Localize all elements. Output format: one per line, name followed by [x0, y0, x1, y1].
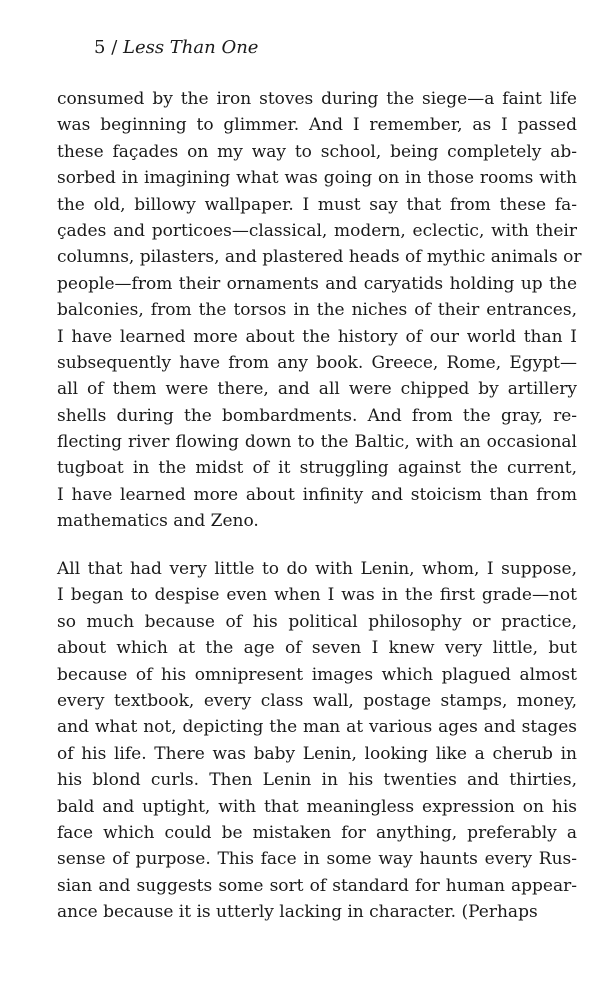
text-line: tugboat in the midst of it struggling against the current,: [57, 458, 577, 479]
text-line: face which could be mistaken for anything, preferably a: [57, 822, 577, 843]
text-line: All that had very little to do with Lenin, whom, I suppose,: [57, 559, 577, 579]
text-line: consumed by the iron stoves during the siege—a faint life: [57, 89, 577, 109]
text-line: sorbed in imagining what was going on in those rooms with: [57, 168, 577, 189]
text-line: people—from their ornaments and caryatids holding up the: [57, 273, 577, 294]
page-number: 5: [94, 37, 106, 58]
paragraph-2: [57, 556, 577, 925]
text-line: these façades on my way to school, being completely ab-: [57, 141, 577, 162]
text-line: every textbook, every class wall, postage stamps, money,: [57, 690, 577, 711]
paragraph-1: [57, 86, 582, 535]
text-line: bald and uptight, with that meaningless expression on his: [57, 796, 577, 817]
text-line: çades and porticoes—classical, modern, eclectic, with their: [57, 220, 577, 241]
book-title: Less Than One: [123, 37, 259, 58]
text-line: sense of purpose. This face in some way haunts every Rus-: [57, 849, 577, 870]
text-line: and what not, depicting the man at various ages and stages: [57, 717, 577, 738]
text-line: of his life. There was baby Lenin, looking like a cherub in: [57, 743, 577, 764]
text-line: balconies, from the torsos in the niches of their entrances,: [57, 300, 577, 321]
text-line: so much because of his political philosophy or practice,: [57, 611, 577, 632]
text-line: I have learned more about infinity and stoicism than from: [57, 484, 577, 505]
text-line: flecting river flowing down to the Baltic, with an occasional: [57, 432, 577, 453]
text-line: shells during the bombardments. And from the gray, re-: [57, 405, 577, 426]
text-line: I have learned more about the history of our world than I: [57, 326, 577, 347]
header-separator: /: [111, 37, 118, 58]
text-line: subsequently have from any book. Greece, Rome, Egypt—: [57, 352, 577, 373]
text-line: I began to despise even when I was in the first grade—not: [57, 585, 577, 606]
text-line: sian and suggests some sort of standard for human appear-: [57, 875, 577, 896]
text-line: ance because it is utterly lacking in character. (Perhaps: [57, 902, 538, 923]
text-line: all of them were there, and all were chipped by artillery: [57, 379, 577, 400]
text-line: his blond curls. Then Lenin in his twenties and thirties,: [57, 770, 577, 791]
text-line: mathematics and Zeno.: [57, 511, 259, 532]
text-line: the old, billowy wallpaper. I must say that from these fa-: [57, 194, 577, 215]
text-line: columns, pilasters, and plastered heads of mythic animals or: [57, 247, 582, 268]
text-line: about which at the age of seven I knew very little, but: [57, 638, 577, 659]
text-line: was beginning to glimmer. And I remember, as I passed: [57, 115, 577, 136]
text-line: because of his omnipresent images which plagued almost: [57, 664, 577, 685]
running-head: [94, 36, 258, 60]
